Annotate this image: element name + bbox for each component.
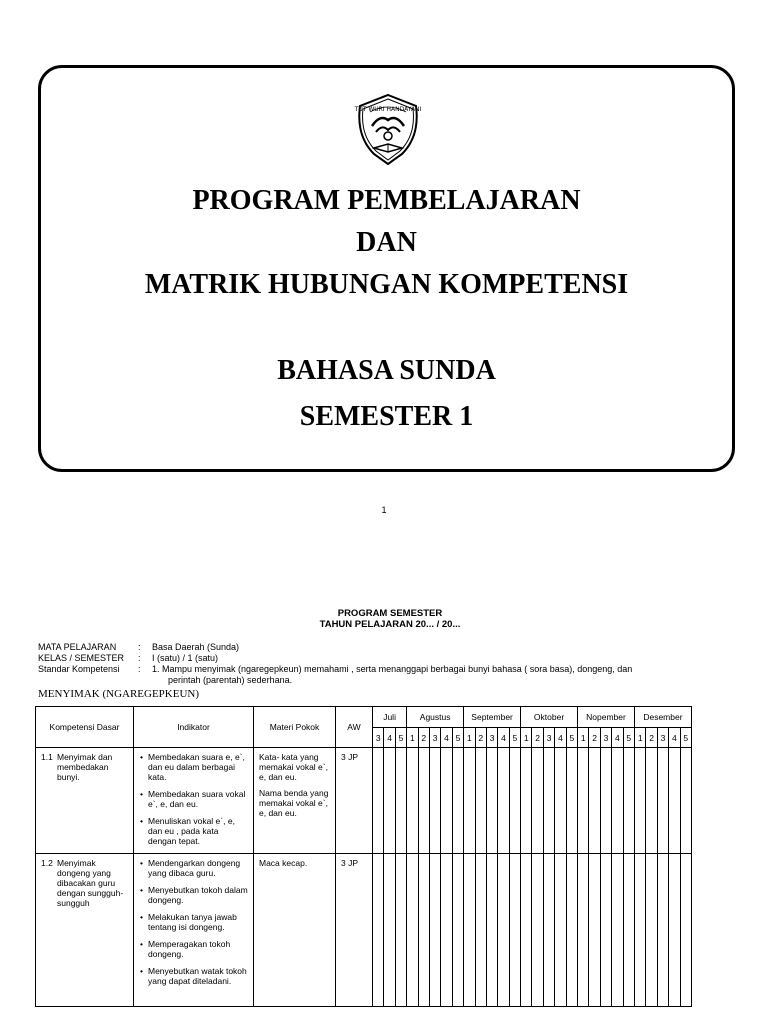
week-cell	[543, 748, 554, 854]
week-cell	[418, 854, 429, 1007]
week-cell	[498, 854, 509, 1007]
week-cell	[395, 854, 406, 1007]
indikator-cell	[134, 748, 254, 854]
cover-semester: SEMESTER 1	[299, 401, 474, 432]
header-week: 2	[532, 728, 543, 748]
program-year: TAHUN PELAJARAN 20... / 20...	[319, 619, 461, 630]
week-cell	[555, 748, 566, 854]
week-cell	[441, 748, 452, 854]
header-aw: AW	[336, 707, 373, 748]
week-cell	[566, 854, 577, 1007]
materi-pokok-cell	[254, 748, 336, 854]
week-cell	[452, 854, 463, 1007]
header-week: 5	[452, 728, 463, 748]
week-cell	[498, 748, 509, 854]
week-cell	[384, 854, 395, 1007]
header-week: 5	[509, 728, 520, 748]
indicator-item: • Membedakan suara vokal e`, e, dan eu.	[148, 789, 249, 809]
kompetensi-dasar-cell	[36, 854, 134, 1007]
header-week: 3	[657, 728, 668, 748]
indicator-item: • Menyebutkan tokoh dalam dongeng.	[148, 885, 249, 905]
week-cell	[634, 854, 645, 1007]
cover-title-line-2: DAN	[356, 227, 417, 258]
materi-item: Nama benda yang memakai vokal e`, e, dan eu.	[259, 788, 329, 818]
header-indikator: Indikator	[134, 707, 254, 748]
program-semester-table	[35, 706, 692, 1007]
meta-colon: :	[138, 642, 141, 652]
kd-number: 1.2	[41, 858, 53, 868]
indicator-item: • Membedakan suara e, e`, dan eu dalam berbagai kata.	[148, 752, 249, 782]
header-month: Nopember	[578, 707, 635, 728]
week-cell	[646, 854, 657, 1007]
week-cell	[600, 854, 611, 1007]
header-week: 3	[429, 728, 440, 748]
week-cell	[680, 854, 691, 1007]
header-month: Agustus	[407, 707, 464, 728]
week-cell	[486, 854, 497, 1007]
week-cell	[521, 748, 532, 854]
meta-class	[38, 653, 218, 664]
header-month: Desember	[634, 707, 691, 728]
week-cell	[543, 854, 554, 1007]
tut-wuri-handayani-logo	[350, 92, 426, 168]
header-week: 5	[395, 728, 406, 748]
kd-number: 1.1	[41, 752, 53, 762]
header-week: 5	[680, 728, 691, 748]
week-cell	[612, 748, 623, 854]
header-kompetensi-dasar: Kompetensi Dasar	[36, 707, 134, 748]
week-cell	[418, 748, 429, 854]
table-row	[36, 854, 692, 1007]
week-cell	[578, 748, 589, 854]
page-number: 1	[381, 505, 387, 515]
program-title: PROGRAM SEMESTER	[337, 608, 443, 619]
header-week: 2	[646, 728, 657, 748]
header-month: Oktober	[521, 707, 578, 728]
cover-subject: BAHASA SUNDA	[277, 355, 496, 386]
week-cell	[407, 854, 418, 1007]
indicator-item: • Menuliskan vokal e`, e, dan eu , pada kata dengan tepat.	[148, 816, 249, 846]
week-cell	[532, 854, 543, 1007]
header-week: 1	[634, 728, 645, 748]
meta-standard	[38, 664, 632, 675]
header-week: 4	[612, 728, 623, 748]
week-cell	[669, 748, 680, 854]
header-week: 1	[578, 728, 589, 748]
section-title: MENYIMAK (NGAREGEPKEUN)	[38, 688, 200, 700]
meta-standard-value-line-2: perintah (parentah) sederhana.	[168, 675, 293, 685]
week-cell	[464, 854, 475, 1007]
week-cell	[373, 748, 384, 854]
table-row	[36, 748, 692, 854]
header-week: 4	[498, 728, 509, 748]
week-cell	[475, 748, 486, 854]
meta-colon: :	[138, 653, 141, 663]
header-week: 2	[475, 728, 486, 748]
week-cell	[509, 748, 520, 854]
header-month: Juli	[373, 707, 407, 728]
header-week: 4	[441, 728, 452, 748]
week-cell	[600, 748, 611, 854]
header-week: 1	[407, 728, 418, 748]
indicator-item: • Menyebutkan watak tokoh yang dapat diteladani.	[148, 966, 249, 986]
cover-title-line-1: PROGRAM PEMBELAJARAN	[192, 185, 581, 216]
header-week: 2	[589, 728, 600, 748]
kd-text: Menyimak dongeng yang dibacakan guru dengan sungguh-sungguh	[57, 858, 124, 908]
header-week: 5	[623, 728, 634, 748]
meta-colon: :	[138, 664, 141, 674]
header-week: 2	[418, 728, 429, 748]
header-week: 4	[384, 728, 395, 748]
week-cell	[407, 748, 418, 854]
header-week: 3	[600, 728, 611, 748]
meta-subject-value: Basa Daerah (Sunda)	[152, 642, 240, 652]
meta-standard-key: Standar Kompetensi	[38, 664, 120, 674]
header-week: 1	[464, 728, 475, 748]
aw-cell: 3 JP	[336, 854, 373, 1007]
week-cell	[589, 748, 600, 854]
week-cell	[429, 748, 440, 854]
week-cell	[521, 854, 532, 1007]
week-cell	[669, 854, 680, 1007]
indicator-item: • Melakukan tanya jawab tentang isi dongeng.	[148, 912, 249, 932]
header-week: 5	[566, 728, 577, 748]
meta-standard-value: 1. Mampu menyimak (ngaregepkeun) memahami , serta menanggapi berbagai bunyi bahasa ( sora basa), dongeng, dan	[152, 664, 633, 674]
header-week: 3	[486, 728, 497, 748]
week-cell	[623, 748, 634, 854]
aw-cell: 3 JP	[336, 748, 373, 854]
indicator-item: • Mendengarkan dongeng yang dibaca guru.	[148, 858, 249, 878]
header-week: 3	[543, 728, 554, 748]
header-materi-pokok: Materi Pokok	[254, 707, 336, 748]
indicator-item: • Memperagakan tokoh dongeng.	[148, 939, 249, 959]
indikator-cell	[134, 854, 254, 1007]
header-week: 4	[669, 728, 680, 748]
header-week: 1	[521, 728, 532, 748]
materi-item: Maca kecap.	[259, 858, 308, 868]
header-week: 3	[373, 728, 384, 748]
materi-pokok-cell	[254, 854, 336, 1007]
week-cell	[532, 748, 543, 854]
week-cell	[452, 748, 463, 854]
week-cell	[578, 854, 589, 1007]
meta-subject	[38, 642, 239, 653]
week-cell	[612, 854, 623, 1007]
week-cell	[373, 854, 384, 1007]
week-cell	[566, 748, 577, 854]
kompetensi-dasar-cell	[36, 748, 134, 854]
week-cell	[464, 748, 475, 854]
week-cell	[623, 854, 634, 1007]
kd-text: Menyimak dan membedakan bunyi.	[57, 752, 113, 782]
logo-motto: TUT WURI HANDAYANI	[354, 106, 422, 113]
meta-class-key: KELAS / SEMESTER	[38, 653, 125, 663]
cover-title-line-3: MATRIK HUBUNGAN KOMPETENSI	[144, 269, 629, 300]
week-cell	[475, 854, 486, 1007]
week-cell	[509, 854, 520, 1007]
header-week: 4	[555, 728, 566, 748]
week-cell	[657, 854, 668, 1007]
week-cell	[657, 748, 668, 854]
week-cell	[634, 748, 645, 854]
meta-class-value: I (satu) / 1 (satu)	[152, 653, 219, 663]
week-cell	[555, 854, 566, 1007]
week-cell	[395, 748, 406, 854]
week-cell	[441, 854, 452, 1007]
meta-subject-key: MATA PELAJARAN	[38, 642, 117, 652]
week-cell	[646, 748, 657, 854]
header-month: September	[464, 707, 521, 728]
week-cell	[680, 748, 691, 854]
week-cell	[589, 854, 600, 1007]
week-cell	[429, 854, 440, 1007]
week-cell	[384, 748, 395, 854]
week-cell	[486, 748, 497, 854]
materi-item: Kata- kata yang memakai vokal e`, e, dan eu.	[259, 752, 328, 782]
